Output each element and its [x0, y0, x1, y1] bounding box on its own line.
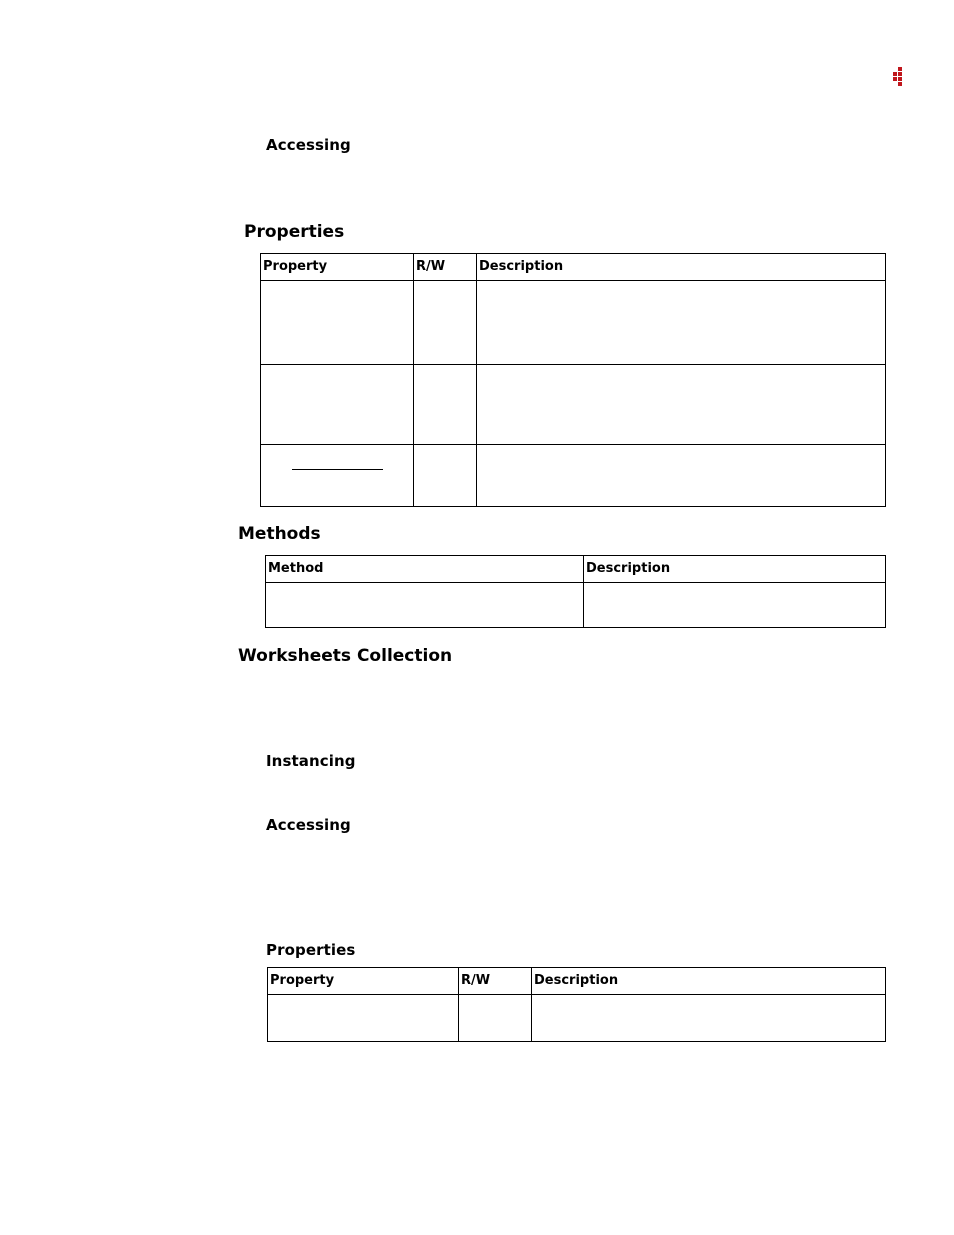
table-row [261, 445, 886, 507]
heading-instancing: Instancing [266, 752, 356, 770]
table-cell [266, 583, 584, 628]
link-underline [292, 469, 383, 470]
column-header-property: Property [261, 254, 414, 281]
column-header-rw: R/W [414, 254, 477, 281]
table-row [261, 281, 886, 365]
table-cell [414, 365, 477, 445]
column-header-property: Property [268, 968, 459, 995]
table-cell [261, 281, 414, 365]
table-cell [414, 281, 477, 365]
heading-accessing: Accessing [266, 136, 351, 154]
table-cell [477, 365, 886, 445]
column-header-description: Description [584, 556, 886, 583]
table-cell [459, 995, 532, 1042]
methods-table [265, 555, 886, 628]
column-header-method: Method [266, 556, 584, 583]
heading-worksheets-collection: Worksheets Collection [238, 646, 453, 666]
table-row [268, 995, 886, 1042]
table-cell [261, 365, 414, 445]
column-header-description: Description [477, 254, 886, 281]
heading-methods: Methods [238, 524, 321, 544]
table-cell [584, 583, 886, 628]
properties-table [267, 967, 886, 1042]
heading-properties: Properties [266, 941, 356, 959]
heading-accessing: Accessing [266, 816, 351, 834]
table-cell [414, 445, 477, 507]
column-header-description: Description [532, 968, 886, 995]
column-header-rw: R/W [459, 968, 532, 995]
table-cell [477, 445, 886, 507]
table-cell [268, 995, 459, 1042]
table-row [266, 583, 886, 628]
table-cell [261, 445, 414, 507]
brand-logo-icon [892, 67, 906, 87]
heading-properties: Properties [244, 222, 345, 242]
table-row [261, 365, 886, 445]
table-cell [532, 995, 886, 1042]
table-cell [477, 281, 886, 365]
